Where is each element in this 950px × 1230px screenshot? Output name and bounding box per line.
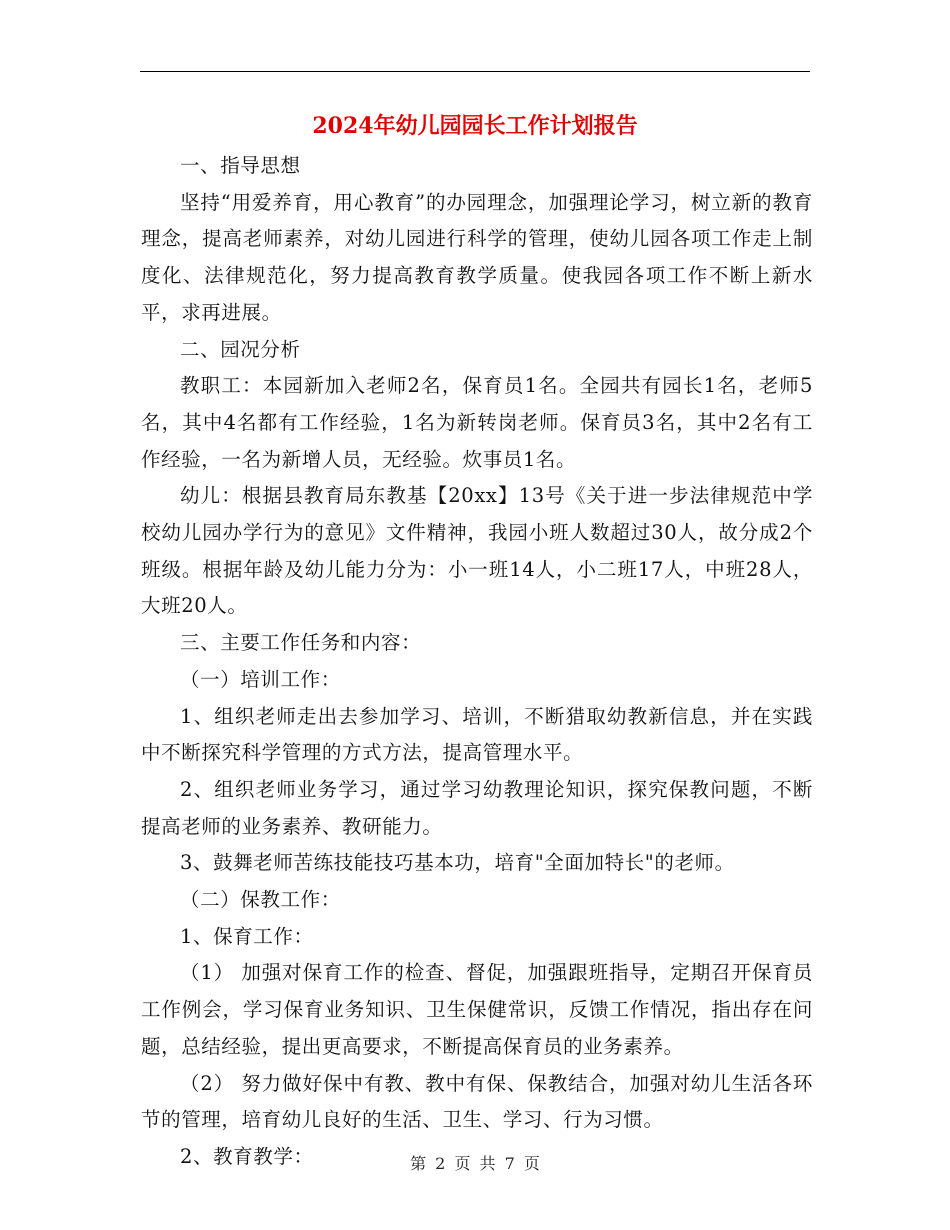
header-rule bbox=[140, 71, 810, 72]
list-item-teaching: 2、教育教学： bbox=[180, 1144, 314, 1168]
list-item-training-2: 2、组织老师业务学习，通过学习幼教理论知识，探究保教问题，不断提高老师的业务素养、教研能力。 bbox=[141, 777, 813, 838]
list-item-care-work-2: （2） 努力做好保中有教、教中有保、保教结合，加强对幼儿生活各环节的管理，培育幼儿良好的生活、卫生、学习、行为习惯。 bbox=[141, 1071, 813, 1132]
page-number-footer: 第 2 页 共 7 页 bbox=[410, 1154, 540, 1173]
subheading-care-education: （二）保教工作： bbox=[180, 888, 341, 912]
paragraph-guiding-ideology: 坚持“用爱养育，用心教育”的办园理念，加强理论学习，树立新的教育理念，提高老师素养，对幼儿园进行科学的管理，使幼儿园各项工作走上制度化、法律规范化，努力提高教育教学质量。使我园各项工作不断上新水平，求再进展。 bbox=[141, 190, 813, 324]
document-title: 2024年幼儿园园长工作计划报告 bbox=[312, 113, 638, 139]
list-item-care-work-1: （1） 加强对保育工作的检查、督促，加强跟班指导，定期召开保育员工作例会，学习保育业务知识、卫生保健常识，反馈工作情况，指出存在问题，总结经验，提出更高要求，不断提高保育员的业务素养。 bbox=[141, 961, 813, 1058]
section-heading-guiding-ideology: 一、指导思想 bbox=[180, 154, 301, 177]
list-item-training-1: 1、组织老师走出去参加学习、培训，不断猎取幼教新信息，并在实践中不断探究科学管理的方式方法，提高管理水平。 bbox=[141, 704, 813, 765]
section-heading-status-analysis: 二、园况分析 bbox=[180, 337, 301, 361]
list-item-care-work: 1、保育工作： bbox=[180, 924, 314, 948]
document-body bbox=[141, 148, 813, 1176]
paragraph-staff: 教职工：本园新加入老师2名，保育员1名。全园共有园长1名，老师5名，其中4名都有工作经验，1名为新转岗老师。保育员3名，其中2名有工作经验，一名为新增人员，无经验。炊事员1名。 bbox=[141, 374, 813, 471]
paragraph-children: 幼儿：根据县教育局东教基【20xx】13号《关于进一步法律规范中学校幼儿园办学行为的意见》文件精神，我园小班人数超过30人，故分成2个班级。根据年龄及幼儿能力分为：小一班14人，小二班17人，中班28人，大班20人。 bbox=[141, 484, 813, 618]
subheading-training: （一）培训工作： bbox=[180, 667, 341, 691]
list-item-training-3: 3、鼓舞老师苦练技能技巧基本功，培育"全面加特长"的老师。 bbox=[180, 851, 735, 875]
section-heading-main-tasks: 三、主要工作任务和内容： bbox=[180, 631, 422, 655]
